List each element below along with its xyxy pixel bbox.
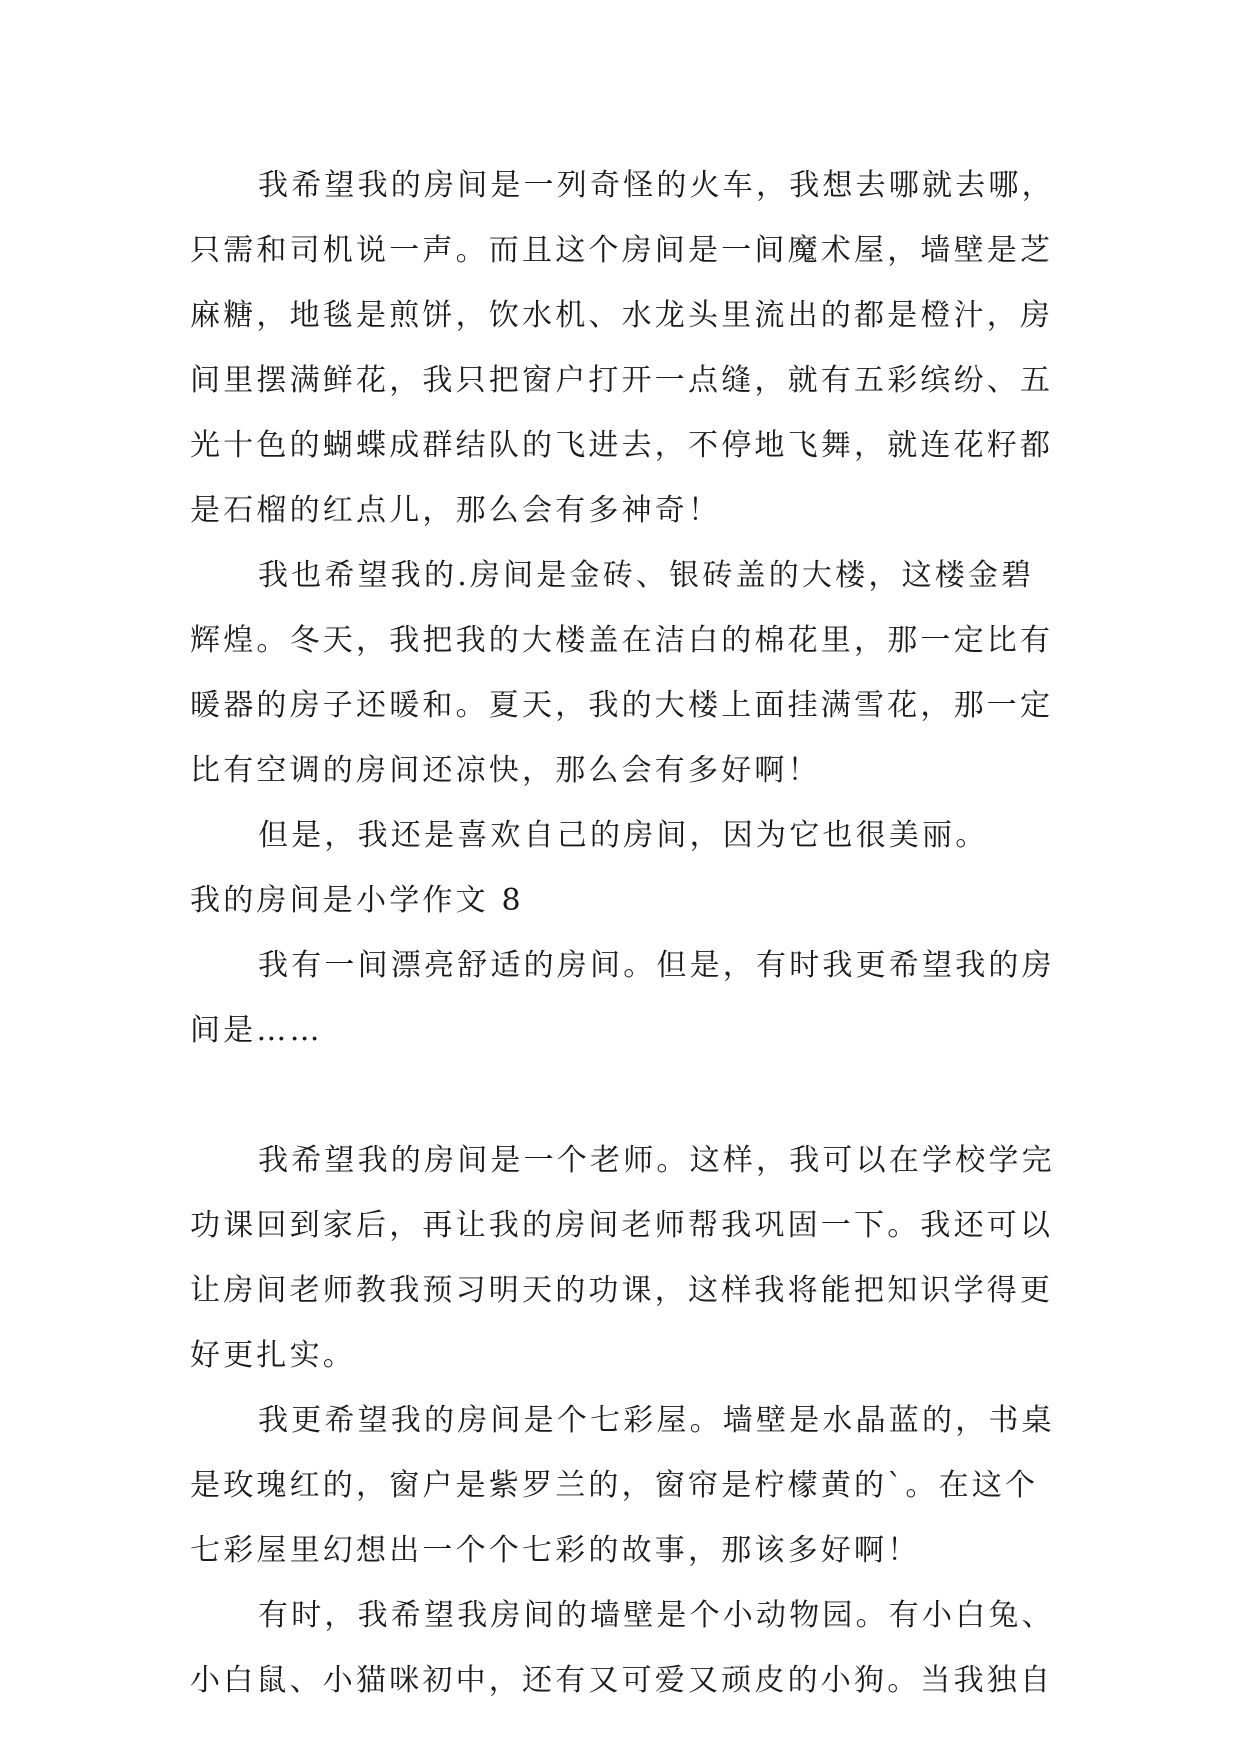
paragraph-line: 是石榴的红点儿，那么会有多神奇！ xyxy=(190,493,722,528)
paragraph-line: 光十色的蝴蝶成群结队的飞进去，不停地飞舞，就连花籽都 xyxy=(190,428,1054,463)
paragraph-line: 小白鼠、小猫咪初中，还有又可爱又顽皮的小狗。当我独自 xyxy=(190,1663,1054,1698)
paragraph-line: 是玫瑰红的，窗户是紫罗兰的，窗帘是柠檬黄的`。在这个 xyxy=(190,1468,1039,1503)
paragraph-line: 让房间老师教我预习明天的功课，这样我将能把知识学得更 xyxy=(190,1273,1054,1308)
paragraph-line: 间里摆满鲜花，我只把窗户打开一点缝，就有五彩缤纷、五 xyxy=(190,363,1054,398)
paragraph-line: 七彩屋里幻想出一个个七彩的故事，那该多好啊！ xyxy=(190,1533,921,1568)
paragraph-line: 我希望我的房间是一列奇怪的火车，我想去哪就去哪， xyxy=(258,168,1055,203)
paragraph-line: 功课回到家后，再让我的房间老师帮我巩固一下。我还可以 xyxy=(190,1208,1054,1243)
paragraph-line: 我有一间漂亮舒适的房间。但是，有时我更希望我的房 xyxy=(258,948,1055,983)
paragraph-line: 我更希望我的房间是个七彩屋。墙壁是水晶蓝的，书桌 xyxy=(258,1403,1055,1438)
paragraph-line: 但是，我还是喜欢自己的房间，因为它也很美丽。 xyxy=(258,818,989,853)
paragraph-line: 间是…… xyxy=(190,1013,323,1048)
paragraph-line: 我希望我的房间是一个老师。这样，我可以在学校学完 xyxy=(258,1143,1055,1178)
paragraph-line: 比有空调的房间还凉快，那么会有多好啊！ xyxy=(190,753,821,788)
paragraph-line: 辉煌。冬天，我把我的大楼盖在洁白的棉花里，那一定比有 xyxy=(190,623,1054,658)
paragraph-line: 我也希望我的.房间是金砖、银砖盖的大楼，这楼金碧 xyxy=(258,558,1035,593)
paragraph-line: 好更扎实。 xyxy=(190,1338,356,1373)
paragraph-line: 有时，我希望我房间的墙壁是个小动物园。有小白兔、 xyxy=(258,1598,1055,1633)
paragraph-line: 暖器的房子还暖和。夏天，我的大楼上面挂满雪花，那一定 xyxy=(190,688,1054,723)
paragraph-line: 只需和司机说一声。而且这个房间是一间魔术屋，墙壁是芝 xyxy=(190,233,1054,268)
section-heading: 我的房间是小学作文 8 xyxy=(190,883,524,918)
paragraph-line: 麻糖，地毯是煎饼，饮水机、水龙头里流出的都是橙汁，房 xyxy=(190,298,1054,333)
